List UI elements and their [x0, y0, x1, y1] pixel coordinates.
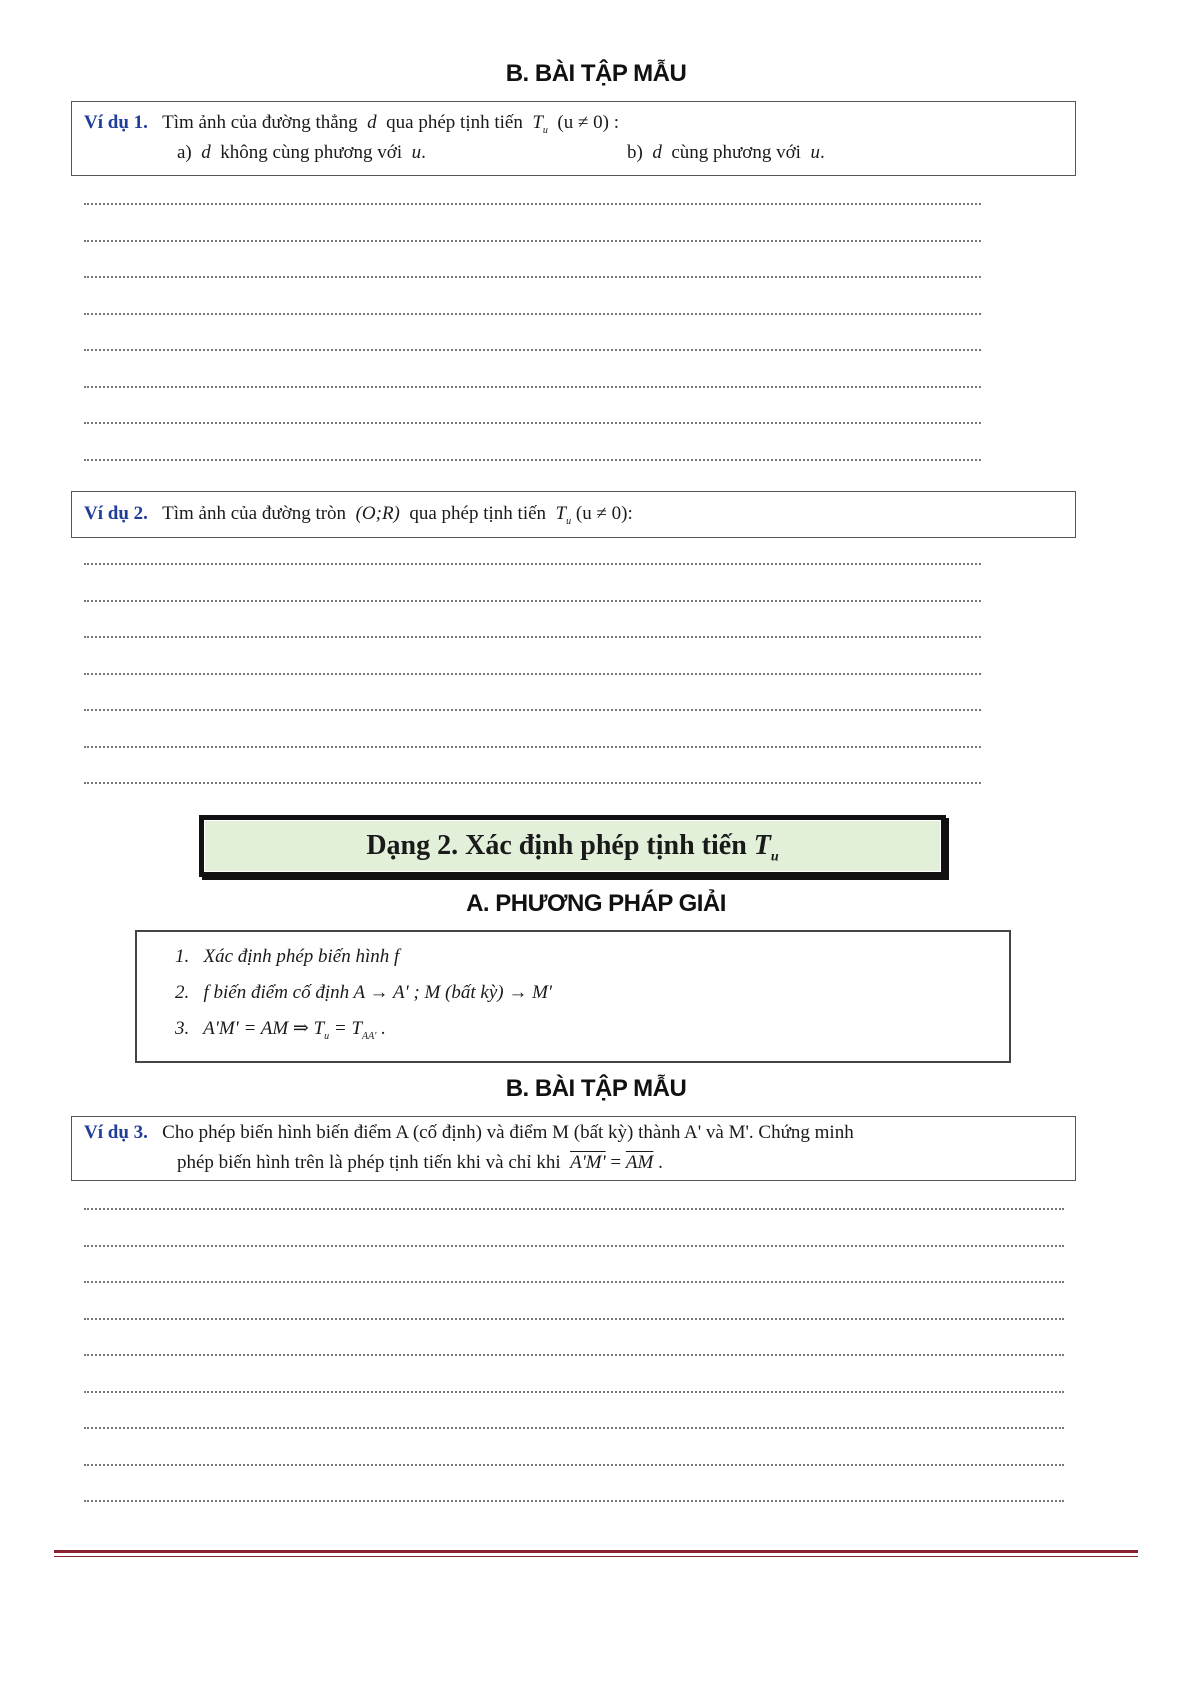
- step-3-subscript-aa: AA': [362, 1030, 377, 1042]
- equals: =: [605, 1152, 626, 1173]
- footer-rule-thick: [54, 1550, 1138, 1553]
- section-heading-sample-exercises: B. BÀI TẬP MẪU: [505, 60, 687, 87]
- example-1-text-2: qua phép tịnh tiến: [386, 112, 523, 133]
- step-text: f biến điểm cố định A → A' ; M (bất kỳ) → M': [203, 982, 552, 1003]
- part-a-label: a): [177, 142, 192, 163]
- footer-rule-thin: [54, 1556, 1138, 1557]
- answer-line: [84, 563, 981, 565]
- answer-line: [84, 1391, 1064, 1393]
- example-1-condition: (u ≠ 0) :: [557, 112, 620, 133]
- example-2-text-2: qua phép tịnh tiến: [409, 503, 547, 524]
- method-box: [135, 930, 1011, 1063]
- translation-symbol: T: [532, 112, 543, 133]
- example-2-line: [84, 503, 633, 528]
- translation-subscript: u: [542, 124, 548, 136]
- example-2-label: Ví dụ 2.: [84, 503, 148, 524]
- answer-line: [84, 240, 981, 242]
- method-step-2: [175, 982, 552, 1005]
- answer-line: [84, 1318, 1064, 1320]
- answer-line: [84, 313, 981, 315]
- answer-line: [84, 276, 981, 278]
- step-3-equals: = T: [329, 1018, 363, 1039]
- step-number: 1.: [175, 946, 190, 967]
- example-3-text-2: phép biến hình trên là phép tịnh tiến khi và chỉ khi: [177, 1152, 561, 1173]
- step-text: A'M' = AM ⇒ T: [203, 1018, 325, 1039]
- example-1-line-1: [84, 112, 619, 137]
- example-2-condition: (u ≠ 0):: [575, 503, 633, 524]
- example-1-part-b: [627, 142, 825, 165]
- part-b-label: b): [627, 142, 643, 163]
- method-step-3: [175, 1018, 386, 1043]
- period: .: [658, 1152, 663, 1173]
- answer-line: [84, 422, 981, 424]
- answer-line: [84, 1208, 1064, 1210]
- answer-line: [84, 673, 981, 675]
- answer-line: [84, 709, 981, 711]
- answer-line: [84, 349, 981, 351]
- answer-line: [84, 1500, 1064, 1502]
- answer-line: [84, 746, 981, 748]
- period: .: [421, 142, 426, 163]
- vector-a-prime-m-prime: A'M': [570, 1152, 606, 1173]
- step-3-subscript-u: u: [324, 1030, 330, 1042]
- answer-line: [84, 1245, 1064, 1247]
- example-3-box: [71, 1116, 1076, 1181]
- example-1-text: Tìm ảnh của đường thẳng: [162, 112, 358, 133]
- vector-am: $\overline{AM}$: [625, 1152, 654, 1173]
- example-1-part-a: [177, 142, 426, 165]
- vector-u: u: [411, 142, 422, 163]
- translation-symbol: T: [555, 503, 567, 524]
- answer-line: [84, 1281, 1064, 1283]
- answer-line: [84, 600, 981, 602]
- answer-line: [84, 459, 981, 461]
- answer-line: [84, 386, 981, 388]
- method-step-1: [175, 946, 399, 969]
- section-heading-method: A. PHƯƠNG PHÁP GIẢI: [466, 890, 726, 917]
- step-number: 2.: [175, 982, 190, 1003]
- translation-subscript: u: [566, 515, 572, 527]
- step-text: Xác định phép biến hình f: [203, 946, 400, 967]
- section-title-symbol: T: [753, 830, 771, 861]
- answer-line: [84, 636, 981, 638]
- part-b-text: cùng phương với: [671, 142, 801, 163]
- example-1-label: Ví dụ 1.: [84, 112, 148, 133]
- vector-u: u: [810, 142, 820, 163]
- section-heading-sample-exercises-2: B. BÀI TẬP MẪU: [505, 1075, 687, 1102]
- example-3-line-1: [84, 1122, 854, 1145]
- answer-line: [84, 1427, 1064, 1429]
- var-d: d: [201, 142, 211, 163]
- period: .: [819, 142, 825, 163]
- var-d: d: [367, 112, 377, 133]
- answer-line: [84, 782, 981, 784]
- part-a-text: không cùng phương với: [220, 142, 403, 163]
- var-d: d: [652, 142, 662, 163]
- example-3-text-1: Cho phép biến hình biến điểm A (cố định) và điểm M (bất kỳ) thành A' và M'. Chứng minh: [162, 1122, 854, 1143]
- period: .: [381, 1018, 386, 1039]
- step-number: 3.: [175, 1018, 190, 1039]
- answer-line: [84, 1464, 1064, 1466]
- example-1-box: [71, 101, 1076, 176]
- circle-notation: (O;R): [355, 503, 400, 524]
- example-2-text: Tìm ảnh của đường tròn: [162, 503, 347, 524]
- section-title-subscript: u: [770, 849, 779, 865]
- answer-line: [84, 1354, 1064, 1356]
- section-title-box: [199, 815, 946, 877]
- section-title: Dạng 2. Xác định phép tịnh tiến: [366, 830, 747, 861]
- example-2-box: [71, 491, 1076, 538]
- example-3-line-2: [177, 1152, 663, 1175]
- example-3-label: Ví dụ 3.: [84, 1122, 148, 1143]
- answer-line: [84, 203, 981, 205]
